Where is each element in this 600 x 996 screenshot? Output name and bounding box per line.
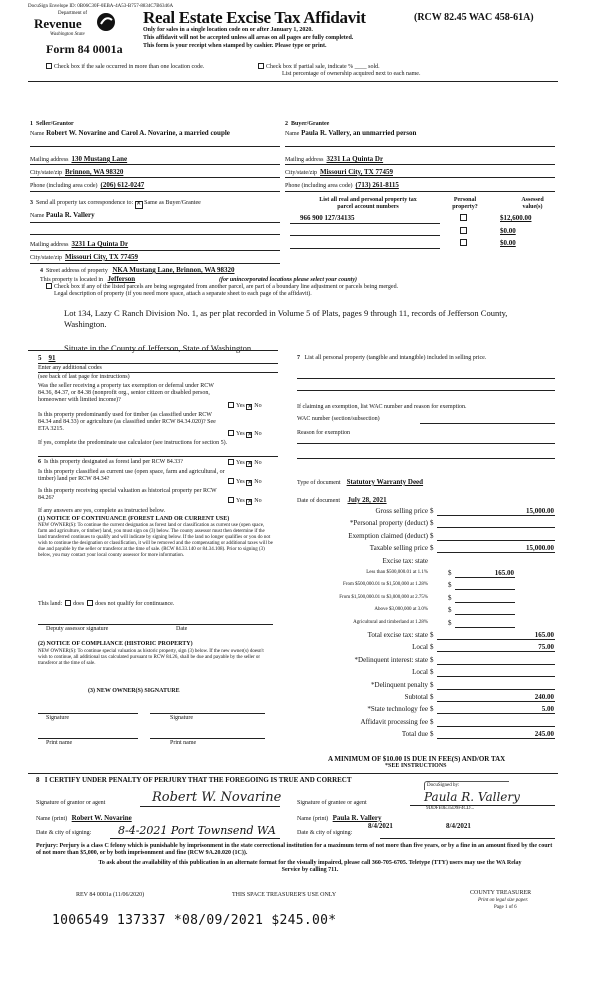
correspondence-name-label: Name (30, 213, 45, 219)
street-section-num: 4 (40, 268, 43, 274)
label-yes: Yes (236, 431, 245, 437)
does-label: does (73, 601, 85, 607)
seller-city-label: City/state/zip (30, 170, 62, 176)
tax-value-line (437, 527, 555, 528)
designation-section-num: 6 (38, 459, 41, 465)
tax-label-7: From $1,500,000.01 to $3,000,000 at 2.75% (339, 595, 428, 600)
does-qualify-checkbox[interactable] (65, 600, 71, 606)
checkbox-yes[interactable] (228, 402, 234, 408)
partial-sale-check[interactable]: Check box if partial sale, indicate % ____ sold. (258, 63, 380, 71)
personal-property-list-label (297, 355, 547, 362)
dollar-sign: $ (430, 507, 434, 515)
alternate-format-notice: To ask about the availability of this publication in an alternate format for the visually impaired, please call 360-705-6705. Teletype (TTY) users may use the WA Relay Service by calling 711. (98, 860, 522, 873)
tax-value-5[interactable]: 165.00 (494, 569, 514, 577)
same-as-buyer-checkbox[interactable]: ✕ (136, 201, 142, 207)
tax-value-line (437, 676, 555, 677)
document-date-label: Date of document (297, 498, 340, 504)
tax-label-14: *Delinquent penalty (371, 681, 428, 689)
form-title: Real Estate Excise Tax Affidavit (143, 8, 366, 27)
location-label: This property is located in (40, 277, 103, 283)
line (285, 146, 555, 147)
exemption-reason-label: Reason for exemption (297, 430, 350, 436)
checkbox-yes[interactable] (228, 459, 234, 465)
notice-continuance-text: NEW OWNER(S): To continue the current designation as forest land or classification as current use (open space, farm and agriculture, or timber) land, you must sign on (3) below. The county assessor must then determine if the land transferred continues to qualify and will indicate by signing below. If the land no longer qualifies or you do not wish to continue the designation or classification, it will be removed and the compensating or additional taxes will be due and payable by the seller or transferor at the time of sale. (RCW 84.33.140 or 84.34.108). Prior to signing (3) below, you may contact your local county assessor for more information. (38, 523, 273, 558)
docusign-envelope-id: DocuSign Envelope ID: 0B06C30F-0EBA-4A53-B757-8834C7B6346A (28, 4, 174, 9)
form-revision: REV 84 0001a (11/06/2020) (76, 892, 145, 898)
signature-label-1: Signature (46, 715, 69, 721)
line (38, 456, 278, 457)
dollar-sign: $ (448, 619, 452, 627)
buyer-address-value: 3231 La Quinta Dr (326, 155, 384, 163)
tax-label-8: Above $3,000,000 at 3.0% (374, 607, 428, 612)
grantor-date-line (110, 838, 280, 839)
line (30, 222, 280, 223)
tax-label-15: Subtotal (404, 693, 428, 701)
county-value: Jefferson (107, 275, 136, 283)
tax-label-10: Total excise tax: state (367, 631, 428, 639)
buyer-address-label: Mailing address (285, 157, 324, 163)
forest-land-question (38, 459, 183, 466)
same-as-buyer-label: Same as Buyer/Grantee (144, 200, 201, 206)
document-type-value: Statutory Warranty Deed (346, 478, 424, 486)
print-name-label-2: Print name (170, 740, 197, 746)
form-number: Form 84 0001a (46, 42, 123, 56)
tax-value-line (455, 602, 515, 603)
assessed-header-line2: value(s) (522, 204, 543, 210)
land-qualify-label: This land: (38, 601, 63, 607)
checkbox-no-checked[interactable]: ✕ (247, 432, 253, 438)
line (297, 443, 555, 444)
legal-description-label: Legal description of property (if you need more space, attach a separate sheet to each page of the affidavit). (54, 291, 312, 297)
seller-address-label: Mailing address (30, 157, 69, 163)
line (30, 234, 280, 235)
sold-label: sold. (368, 64, 380, 70)
tax-value-0[interactable]: 15,000.00 (526, 507, 554, 515)
grantor-date-label: Date & city of signing: (36, 830, 92, 836)
tax-value-line (437, 701, 555, 702)
dollar-sign: $ (448, 581, 452, 589)
dollar-sign: $ (430, 544, 434, 552)
tax-value-line (455, 614, 515, 615)
checkbox-no-checked[interactable]: ✕ (247, 480, 253, 486)
buyer-phone-field[interactable] (285, 181, 399, 190)
tax-value-line (437, 515, 555, 516)
tax-value-line (455, 627, 515, 628)
perjury-notice: Perjury: Perjury is a class C felony which is punishable by imprisonment in the state correctional institution for a maximum term of not more than five years, or by a fine in an amount fixed by the court of not more than $5,000, or by both imprisonment and fine (RCW 9A.20.020 (1C)). (36, 843, 553, 856)
dollar-sign: $ (448, 569, 452, 577)
seller-section-num: 1 (30, 121, 33, 127)
tax-value-line (437, 552, 555, 553)
grantor-signature-label: Signature of grantor or agent (36, 800, 106, 806)
intro-line-1: Only for sales in a single location code on or after January 1, 2020. (143, 27, 313, 33)
assessed-header-line1: Assessed (521, 197, 544, 203)
ownership-note: List percentage of ownership acquired next to each name. (282, 71, 421, 77)
line (297, 458, 555, 459)
street-address-value: NKA Mustang Lane, Brinnon, WA 98320 (112, 266, 235, 274)
grantee-signature[interactable]: Paula R. Vallery (424, 790, 520, 804)
print-name-line-2 (150, 738, 265, 739)
grantee-date-line (380, 838, 555, 839)
checkbox-no-checked[interactable]: ✕ (247, 499, 253, 505)
does-not-qualify-checkbox[interactable] (87, 600, 93, 606)
new-owner-signature-title: (3) NEW OWNER(S) SIGNATURE (88, 688, 180, 694)
tax-value-line (437, 713, 555, 714)
tax-value-3[interactable]: 15,000.00 (526, 544, 554, 552)
line (30, 177, 280, 178)
line (30, 146, 280, 147)
see-instructions-note: *SEE INSTRUCTIONS (385, 763, 447, 769)
wac-claim-note: If claiming an exemption, list WAC number and reason for exemption. (297, 404, 467, 410)
dollar-sign: $ (448, 594, 452, 602)
exemption-yes-no[interactable] (228, 402, 262, 410)
buyer-section-label: Buyer/Grantee (291, 121, 330, 127)
tax-label-1: *Personal property (deduct) (349, 519, 428, 527)
tax-value-line (455, 577, 515, 578)
seller-section-title (30, 121, 74, 128)
line (290, 223, 440, 224)
personal-col-header (448, 197, 482, 211)
seller-address-field[interactable] (30, 155, 127, 164)
tax-label-0: Gross selling price (375, 507, 428, 515)
current-use-question: Is this property classified as current use (open space, farm and agricultural, or timber) land per RCW 84.34? (38, 469, 225, 482)
dollar-sign: $ (430, 705, 434, 713)
assessed-value-1[interactable]: $0.00 (500, 227, 516, 235)
certify-text: I CERTIFY UNDER PENALTY OF PERJURY THAT THE FOREGOING IS TRUE AND CORRECT (44, 776, 352, 784)
personal-property-checkbox-2[interactable] (460, 239, 467, 246)
document-type-label: Type of document (297, 480, 341, 486)
document-type-field[interactable] (297, 478, 497, 487)
tax-value-line (437, 540, 555, 541)
docusigned-by-label: DocuSigned by: (424, 781, 509, 790)
tax-label-11: Local (412, 643, 428, 651)
buyer-section-title (285, 121, 329, 128)
assessed-value-0[interactable]: $12,600.00 (500, 214, 532, 222)
document-date-field[interactable] (297, 496, 417, 505)
line (290, 235, 440, 236)
notice-compliance-title: (2) NOTICE OF COMPLIANCE (HISTORIC PROPERTY) (38, 641, 193, 647)
dollar-sign: $ (430, 532, 434, 540)
line (290, 248, 440, 249)
seller-address-value: 130 Mustang Lane (71, 155, 128, 163)
historic-question: Is this property receiving special valuation as historical property per RCW 84.26? (38, 488, 217, 501)
parcel-header-line1: List all real and personal property tax (319, 197, 417, 203)
label-no: No (254, 498, 262, 504)
multi-location-check[interactable] (46, 63, 204, 71)
label-yes: Yes (236, 479, 245, 485)
tax-value-line (437, 639, 555, 640)
signature-label-2: Signature (170, 715, 193, 721)
dollar-sign: $ (430, 718, 434, 726)
tax-value-line (437, 651, 555, 652)
label-no: No (254, 479, 262, 485)
certify-section-num: 8 (36, 776, 40, 784)
intro-line-3: This form is your receipt when stamped by cashier. Please type or print. (143, 43, 327, 49)
correspondence-name-field[interactable] (30, 211, 95, 220)
logo-revenue-text: Revenue (34, 16, 82, 31)
timber-yes-no[interactable] (228, 430, 262, 438)
current-use-yes-no[interactable] (228, 478, 262, 486)
dollar-sign: $ (430, 519, 434, 527)
tax-value-18[interactable]: 245.00 (534, 730, 554, 738)
line (297, 378, 555, 379)
form-rcw: (RCW 82.45 WAC 458-61A) (414, 12, 534, 23)
seller-city-value: Brinnon, WA 98320 (65, 168, 124, 176)
see-back-label: (see back of last page for instructions) (38, 374, 130, 380)
seller-name-label: Name (30, 131, 45, 137)
print-name-label-1: Print name (46, 740, 73, 746)
forest-yes-no[interactable] (228, 459, 262, 467)
tax-label-16: *State technology fee (367, 705, 428, 713)
logo-state-text: Washington State (50, 32, 85, 37)
seller-section-label: Seller/Grantor (36, 121, 74, 127)
line (285, 177, 555, 178)
parcel-col-header (303, 197, 433, 211)
print-name-line-1 (38, 738, 138, 739)
timber-question: Is this property predominantly used for timber (as classified under RCW 84.34 and 84.33) or agriculture (as classified under RCW 84.34.020)? See ETA 3215. (38, 412, 216, 432)
personal-property-checkbox-1[interactable] (460, 227, 467, 234)
tax-value-line (437, 726, 555, 727)
personal-property-checkbox-0[interactable] (460, 214, 467, 221)
correspondence-city-field[interactable] (30, 253, 138, 262)
partial-sale-checkbox[interactable] (258, 63, 264, 69)
grantor-date-city[interactable]: 8-4-2021 Port Townsend WA (118, 824, 276, 837)
line (297, 390, 555, 391)
personal-property-section-num: 7 (297, 355, 300, 361)
land-qualify-field[interactable] (38, 600, 174, 608)
buyer-address-field[interactable] (285, 155, 383, 164)
seller-phone-field[interactable] (30, 181, 144, 190)
logo-dept-text: Department of (58, 11, 88, 16)
tax-label-4: Excise tax: state (382, 557, 428, 565)
wac-number-line[interactable] (420, 423, 555, 424)
dollar-sign: $ (430, 693, 434, 701)
seller-city-field[interactable] (30, 168, 123, 177)
line (30, 263, 280, 264)
checkbox-no-checked[interactable]: ✕ (247, 461, 253, 467)
buyer-phone-label: Phone (including area code) (285, 183, 353, 189)
checkbox-no-checked[interactable]: ✕ (247, 404, 253, 410)
buyer-name-value: Paula R. Vallery, an unmarried person (301, 129, 417, 137)
tax-value-11[interactable]: 75.00 (538, 643, 554, 651)
section-8-divider (28, 773, 558, 774)
grantor-name-value: Robert W. Novarine (71, 814, 132, 822)
seller-phone-label: Phone (including area code) (30, 183, 98, 189)
docusign-signature-id: 9DDFE0E35D9F4CD... (426, 806, 475, 811)
correspondence-name-value: Paula R. Vallery (45, 211, 95, 219)
correspondence-label: Send all property tax correspondence to: (36, 200, 134, 206)
label-no: No (254, 431, 262, 437)
dollar-sign: $ (448, 606, 452, 614)
assessed-value-2[interactable]: $0.00 (500, 239, 516, 247)
land-use-code-value: 91 (48, 354, 56, 362)
tax-label-2: Exemption claimed (deduct) (348, 532, 428, 540)
personal-header-line2: property? (452, 204, 478, 210)
personal-property-label-text: List all personal property (tangible and intangible) included in selling price. (304, 355, 487, 361)
buyer-section-num: 2 (285, 121, 288, 127)
treasurer-stamp: 1006549 137337 *08/09/2021 $245.00* (52, 913, 337, 928)
tax-label-3: Taxable selling price (369, 544, 428, 552)
correspondence-city-value: Missouri City, TX 77459 (65, 253, 138, 261)
header-divider (28, 81, 558, 82)
line (30, 191, 280, 192)
page-number: Page 1 of 6 (494, 905, 517, 910)
document-date-value: July 28, 2021 (347, 496, 387, 504)
does-not-label: does not qualify for continuance. (95, 601, 175, 607)
correspondence-section-num: 3 (30, 200, 33, 206)
correspondence-address-label: Mailing address (30, 242, 69, 248)
correspondence-city-label: City/state/zip (30, 255, 62, 261)
label-yes: Yes (236, 498, 245, 504)
legal-description-value[interactable]: Lot 134, Lazy C Ranch Division No. 1, as per plat recorded in Volume 5 of Plats, pages 9 through 11, records of Jefferson County, Washington. (64, 308, 508, 329)
dollar-sign: $ (430, 668, 434, 676)
line (28, 350, 278, 351)
buyer-city-label: City/state/zip (285, 170, 317, 176)
line (30, 164, 280, 165)
tax-label-6: From $500,000.01 to $1,500,000 at 1.28% (343, 582, 428, 587)
tax-correspondence-title (30, 200, 201, 209)
tax-label-9: Agricultural and timberland at 1.28% (353, 620, 428, 625)
complete-instruction: If any answers are yes, complete as instructed below. (38, 508, 166, 514)
buyer-phone-value: (713) 261-8115 (355, 181, 399, 189)
seller-phone-value: (206) 612-0247 (100, 181, 145, 189)
wac-number-label: WAC number (section/subsection) (297, 416, 380, 422)
dollar-sign: $ (430, 643, 434, 651)
tax-value-10[interactable]: 165.00 (534, 631, 554, 639)
checkbox-yes[interactable] (228, 430, 234, 436)
grantee-name-value: Paula R. Vallery (332, 814, 382, 822)
assessed-col-header (510, 197, 555, 211)
notice-compliance-text: NEW OWNER(S): To continue special valuation as historic property, sign (3) below. If the new owner(s) doesn't wish to continue, all additional tax calculated pursuant to RCW 84.26, shall be due and payable by the seller or transferor at the time of sale. (38, 649, 264, 666)
situate-text: Situate in the County of Jefferson, State of Washington. (64, 343, 254, 353)
checkbox-yes[interactable] (228, 478, 234, 484)
tax-label-18: Total due (401, 730, 428, 738)
tax-label-12: *Delinquent interest: state (354, 656, 428, 664)
historic-yes-no[interactable] (228, 497, 262, 505)
correspondence-address-field[interactable] (30, 240, 128, 249)
tax-label-13: Local (412, 668, 428, 676)
line (285, 164, 555, 165)
grantor-name-field[interactable] (36, 814, 132, 823)
grantee-date-label: Date & city of signing: (297, 830, 353, 836)
multi-location-checkbox[interactable] (46, 63, 52, 69)
grantee-date-signed[interactable]: 8/4/2021 (368, 822, 393, 830)
tax-value-15[interactable]: 240.00 (534, 693, 554, 701)
grantee-date-value[interactable]: 8/4/2021 (446, 822, 471, 830)
personal-header-line1: Personal (453, 197, 477, 203)
minimum-due-note: A MINIMUM OF $10.00 IS DUE IN FEE(S) AND/OR TAX (328, 755, 506, 763)
intro-line-2: This affidavit will not be accepted unless all areas on all pages are fully completed. (143, 35, 354, 41)
assessor-signature-label: Deputy assessor signature (46, 626, 109, 632)
forest-land-label: Is this property designated as forest land per RCW 84.33? (44, 459, 183, 465)
buyer-name-field[interactable] (285, 129, 416, 138)
dollar-sign: $ (430, 730, 434, 738)
treasurer-use-only: THIS SPACE TREASURER'S USE ONLY (232, 892, 337, 898)
grantor-signature[interactable]: Robert W. Novarine (152, 790, 282, 805)
seller-name-value: Robert W. Novarine and Carol A. Novarine, a married couple (46, 129, 230, 137)
seller-name-field[interactable] (30, 129, 280, 138)
buyer-city-field[interactable] (285, 168, 393, 177)
land-use-code[interactable] (38, 354, 89, 362)
tax-value-line (437, 664, 555, 665)
grantee-name-label: Name (print) (297, 816, 329, 822)
segregation-checkbox[interactable] (46, 283, 52, 289)
label-yes: Yes (236, 403, 245, 409)
assessor-date-label: Date (176, 626, 188, 632)
line (30, 250, 280, 251)
grantor-name-label: Name (print) (36, 816, 68, 822)
line (38, 372, 278, 373)
partial-sale-label: Check box if partial sale, indicate % (266, 64, 354, 70)
checkbox-yes[interactable] (228, 497, 234, 503)
line (38, 363, 278, 364)
label-no: No (254, 403, 262, 409)
dollar-sign: $ (430, 681, 434, 689)
label-yes: Yes (236, 460, 245, 466)
tax-value-line (437, 689, 555, 690)
buyer-name-label: Name (285, 131, 300, 137)
buyer-city-value: Missouri City, TX 77459 (320, 168, 393, 176)
predominate-use-note: If yes, complete the predominate use calculator (see instructions for section 5). (38, 440, 228, 446)
assessor-signature-line (38, 624, 273, 625)
county-treasurer-label: COUNTY TREASURER (470, 890, 532, 896)
location-note: (for unincorporated locations please select your county) (219, 277, 357, 283)
label-no: No (254, 460, 262, 466)
additional-codes-label: Enter any additional codes (38, 365, 102, 371)
legal-paper-note: Print on legal size paper. (478, 898, 529, 903)
certify-statement (36, 776, 352, 784)
segregation-label: Check box if any of the listed parcels are being segregated from another parcel, are part of a boundary line adjustment or parcels being merged. (54, 284, 399, 290)
land-use-section-num: 5 (38, 354, 42, 362)
revenue-swirl-icon (96, 12, 116, 32)
dollar-sign: $ (430, 656, 434, 664)
grantee-signature-label: Signature of grantee or agent (297, 800, 367, 806)
tax-label-17: Affidavit processing fee (360, 718, 428, 726)
tax-label-5: Less than $500,000.01 at 1.1% (366, 570, 428, 575)
street-address-field[interactable] (40, 266, 235, 275)
tax-value-line (437, 738, 555, 739)
street-address-label: Street address of property (46, 268, 108, 274)
parcel-header-line2: parcel account numbers (337, 204, 399, 210)
grantee-signature-line (410, 805, 555, 806)
segregation-check[interactable] (46, 283, 398, 291)
line (285, 191, 555, 192)
multi-location-label: Check box if the sale occurred in more than one location code. (54, 64, 205, 70)
parcel-number-0[interactable]: 966 900 127/34135 (300, 214, 355, 222)
grantor-signature-line (140, 806, 280, 807)
correspondence-address-value: 3231 La Quinta Dr (71, 240, 129, 248)
new-owner-signature-line-2 (150, 713, 265, 714)
notice-continuance-title: (1) NOTICE OF CONTINUANCE (FOREST LAND OR CURRENT USE) (38, 516, 230, 522)
tax-value-16[interactable]: 5.00 (541, 705, 554, 713)
new-owner-signature-line-1 (38, 713, 138, 714)
exemption-question: Was the seller receiving a property tax exemption or deferral under RCW 84.36, 84.37, or 84.38 (nonprofit org., senior citizen or disabled person, homeowner with limited income)? (38, 383, 214, 403)
dollar-sign: $ (430, 631, 434, 639)
tax-value-line (455, 589, 515, 590)
